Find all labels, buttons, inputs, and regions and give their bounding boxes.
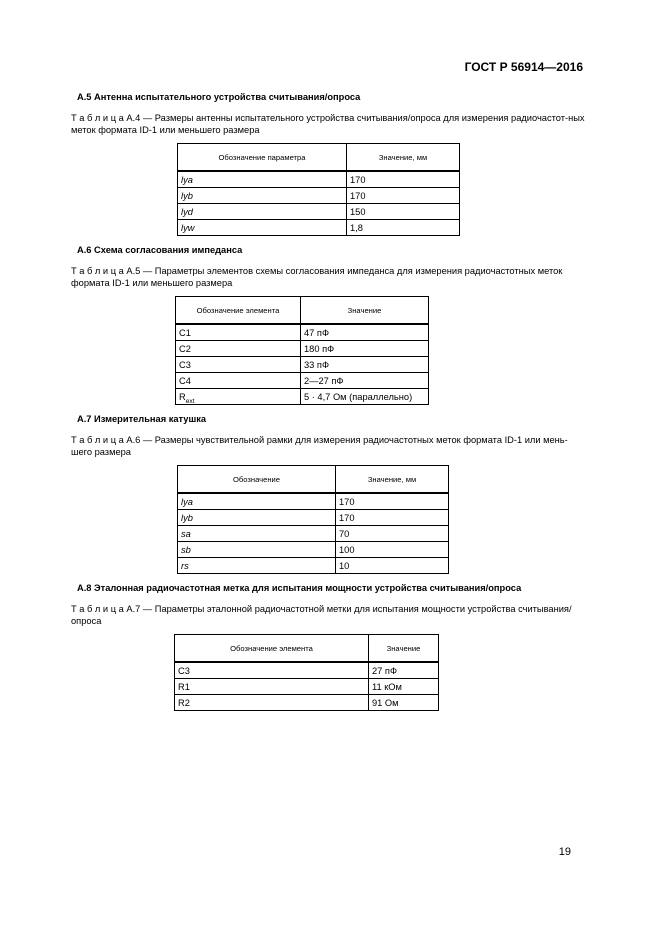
column-header: Обозначение элемента (176, 297, 301, 325)
cell-designation: lyw (178, 220, 347, 236)
cell-designation: lya (178, 171, 347, 188)
table-row (176, 357, 429, 373)
cell-value: 170 (347, 171, 460, 188)
section-title: А.5 Антенна испытательного устройства считывания/опроса (77, 92, 361, 102)
table-row (178, 220, 460, 236)
table-caption: Т а б л и ц а А.5 — Параметры элементов схемы согласования импеданса для измерения радиочастотных меток формата ID-1 или меньшего размера (71, 266, 563, 288)
cell-designation: R1 (175, 679, 369, 695)
cell-designation: lya (178, 493, 336, 510)
cell-designation: С2 (176, 341, 301, 357)
table-row (175, 679, 439, 695)
cell-value: 91 Ом (369, 695, 439, 711)
cell-value: 180 пФ (301, 341, 429, 357)
cell-value: 2—27 пФ (301, 373, 429, 389)
column-header: Значение (301, 297, 429, 325)
table-row (176, 341, 429, 357)
table-row (176, 389, 429, 405)
section-title: А.7 Измерительная катушка (77, 414, 207, 424)
column-header: Обозначение (178, 466, 336, 494)
cell-value: 33 пФ (301, 357, 429, 373)
table-row (178, 526, 449, 542)
table-a7 (174, 634, 439, 711)
cell-value: 150 (347, 204, 460, 220)
cell-value: 170 (336, 493, 449, 510)
page-number: 19 (558, 846, 571, 858)
cell-designation: С3 (175, 662, 369, 679)
table-caption: Т а б л и ц а А.6 — Размеры чувствительной рамки для измерения радиочастотных меток формата ID-1 или мень-шего размера (71, 435, 568, 457)
rext-symbol: R (179, 391, 186, 402)
cell-designation: sa (178, 526, 336, 542)
cell-designation: rs (178, 558, 336, 574)
section-a7 (71, 414, 587, 574)
cell-designation: lyb (178, 510, 336, 526)
column-header: Значение (369, 635, 439, 663)
rext-subscript: ext (185, 397, 195, 405)
cell-designation: С3 (176, 357, 301, 373)
table-row (175, 662, 439, 679)
table-row (176, 373, 429, 389)
cell-designation: R2 (175, 695, 369, 711)
cell-value: 170 (347, 188, 460, 204)
cell-designation: lyd (178, 204, 347, 220)
section-a5 (71, 92, 587, 236)
cell-value: 1,8 (347, 220, 460, 236)
table-a5 (175, 296, 429, 405)
section-a8 (71, 583, 587, 711)
column-header: Обозначение элемента (175, 635, 369, 663)
table-row (178, 542, 449, 558)
table-row (178, 493, 449, 510)
cell-designation: sb (178, 542, 336, 558)
cell-designation: С4 (176, 373, 301, 389)
table-row (175, 695, 439, 711)
section-a6 (71, 245, 587, 405)
table-row (178, 558, 449, 574)
table-row (178, 171, 460, 188)
cell-value: 170 (336, 510, 449, 526)
table-caption: Т а б л и ц а А.7 — Параметры эталонной радиочастотной метки для испытания мощности устройства считывания/опроса (71, 604, 572, 626)
table-a6 (177, 465, 449, 574)
cell-value: 11 кОм (369, 679, 439, 695)
cell-designation: С1 (176, 324, 301, 341)
table-row (178, 204, 460, 220)
document-id: ГОСТ Р 56914—2016 (464, 60, 583, 74)
cell-designation (176, 389, 301, 405)
table-a4 (177, 143, 460, 236)
section-title: А.6 Схема согласования импеданса (77, 245, 243, 255)
cell-value: 100 (336, 542, 449, 558)
table-row (178, 188, 460, 204)
cell-value: 27 пФ (369, 662, 439, 679)
cell-value: 47 пФ (301, 324, 429, 341)
section-title: А.8 Эталонная радиочастотная метка для испытания мощности устройства считывания/опроса (77, 583, 522, 593)
column-header: Значение, мм (336, 466, 449, 494)
table-row (178, 510, 449, 526)
cell-designation: lyb (178, 188, 347, 204)
table-caption: Т а б л и ц а А.4 — Размеры антенны испытательного устройства считывания/опроса для измерения радиочастот-ных меток формата ID-1 или меньшего размера (71, 113, 585, 135)
column-header: Обозначение параметра (178, 144, 347, 172)
table-row (176, 324, 429, 341)
column-header: Значение, мм (347, 144, 460, 172)
cell-value: 10 (336, 558, 449, 574)
document-body (71, 92, 587, 720)
cell-value: 5 · 4,7 Ом (параллельно) (301, 389, 429, 405)
cell-value: 70 (336, 526, 449, 542)
